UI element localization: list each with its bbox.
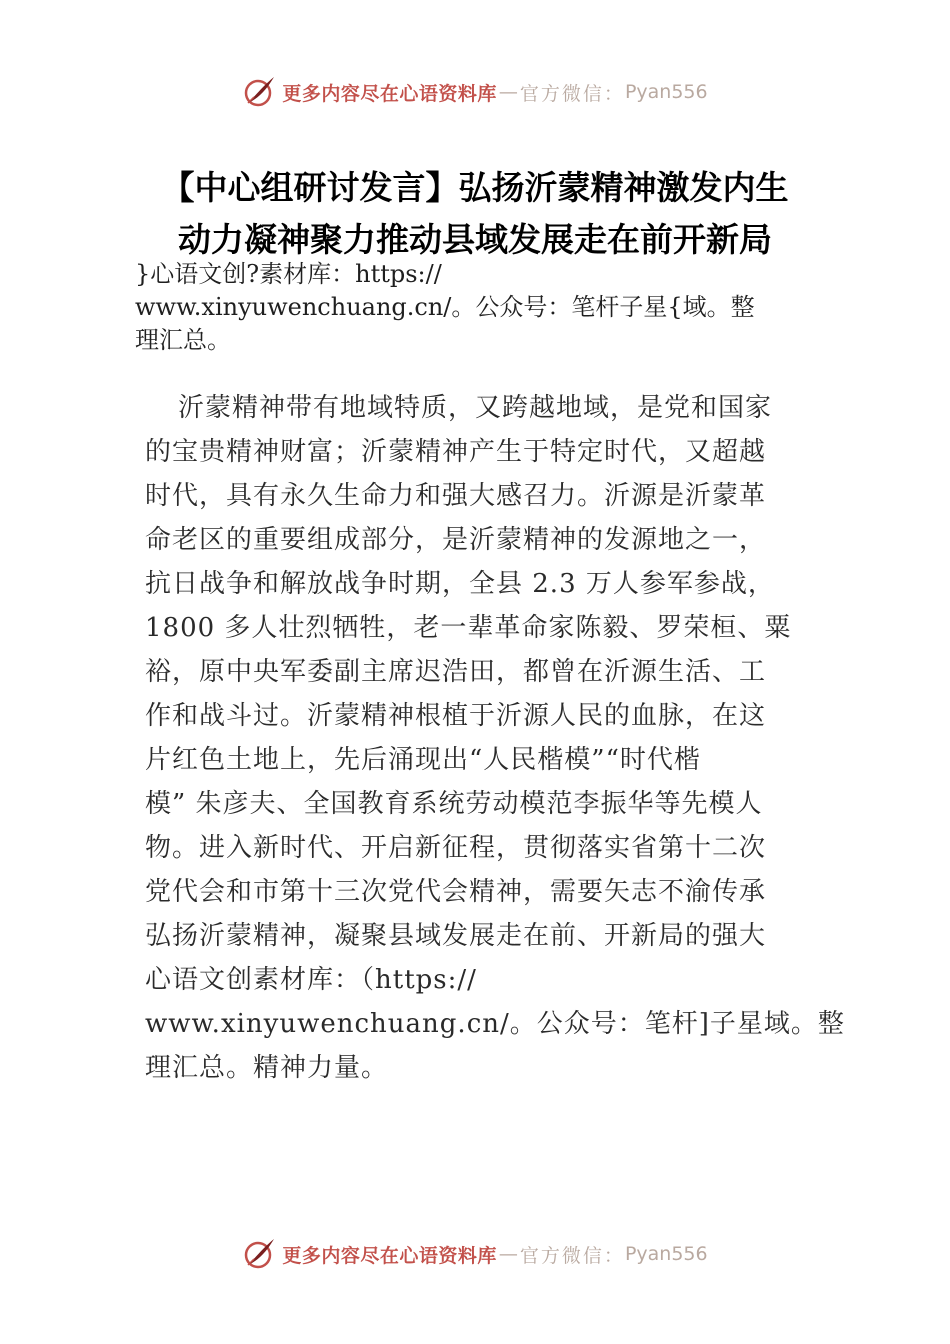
- body-line: 党代会和市第十三次党代会精神，需要矢志不渝传承: [145, 877, 767, 907]
- banner-separator: —: [498, 1243, 518, 1265]
- banner-wechat-label: 官方微信：: [519, 1244, 625, 1267]
- body-line: 时代，具有永久生命力和强大感召力。沂源是沂蒙革: [145, 481, 767, 511]
- title-line: 【中心组研讨发言】弘扬沂蒙精神激发内生: [161, 168, 789, 207]
- banner-wechat-label: 官方微信：: [519, 82, 625, 105]
- body-line: 裕，原中央军委副主席迟浩田，都曾在沂源生活、工: [145, 657, 767, 687]
- body-line: 的宝贵精神财富；沂蒙精神产生于特定时代，又超越: [145, 437, 767, 467]
- body-paragraph: [145, 386, 845, 1090]
- banner-slogan: 更多内容尽在心语资料库: [282, 82, 497, 105]
- header-banner: [0, 72, 950, 112]
- title-line: 动力凝神聚力推动县域发展走在前开新局: [178, 220, 772, 259]
- quill-pen-logo-icon: [242, 75, 276, 109]
- body-line: 命老区的重要组成部分，是沂蒙精神的发源地之一，: [145, 525, 767, 555]
- body-line: 1800 多人壮烈牺牲，老一辈革命家陈毅、罗荣桓、粟: [145, 613, 792, 643]
- banner-slogan: 更多内容尽在心语资料库: [282, 1244, 497, 1267]
- source-line: www.xinyuwenchuang.cn/。公众号：笔杆子星{域。整: [135, 293, 755, 321]
- body-line: 片红色土地上，先后涌现出“人民楷模”“时代楷: [145, 745, 701, 775]
- body-line: 沂蒙精神带有地域特质，又跨越地域，是党和国家: [178, 393, 773, 423]
- banner-separator: —: [498, 81, 518, 103]
- body-line: 弘扬沂蒙精神，凝聚县域发展走在前、开新局的强大: [145, 921, 767, 951]
- footer-banner: [0, 1234, 950, 1274]
- body-line: 作和战斗过。沂蒙精神根植于沂源人民的血脉，在这: [145, 701, 767, 731]
- source-line: }心语文创?素材库：https://: [135, 260, 442, 288]
- banner-wechat-id: Pyan556: [624, 81, 708, 103]
- quill-pen-logo-icon: [242, 1237, 276, 1271]
- body-line: 模” 朱彦夫、全国教育系统劳动模范李振华等先模人: [145, 789, 763, 819]
- body-line: 心语文创素材库：（https://: [145, 965, 477, 995]
- body-line: 抗日战争和解放战争时期，全县 2.3 万人参军参战，: [145, 569, 775, 599]
- source-note: [135, 258, 825, 357]
- body-line: www.xinyuwenchuang.cn/。公众号：笔杆]子星域。整: [145, 1009, 845, 1039]
- document-title: [110, 162, 840, 266]
- body-line: 物。进入新时代、开启新征程，贯彻落实省第十二次: [145, 833, 767, 863]
- banner-wechat-id: Pyan556: [624, 1243, 708, 1265]
- source-line: 理汇总。: [135, 326, 231, 354]
- body-line: 理汇总。精神力量。: [145, 1053, 389, 1083]
